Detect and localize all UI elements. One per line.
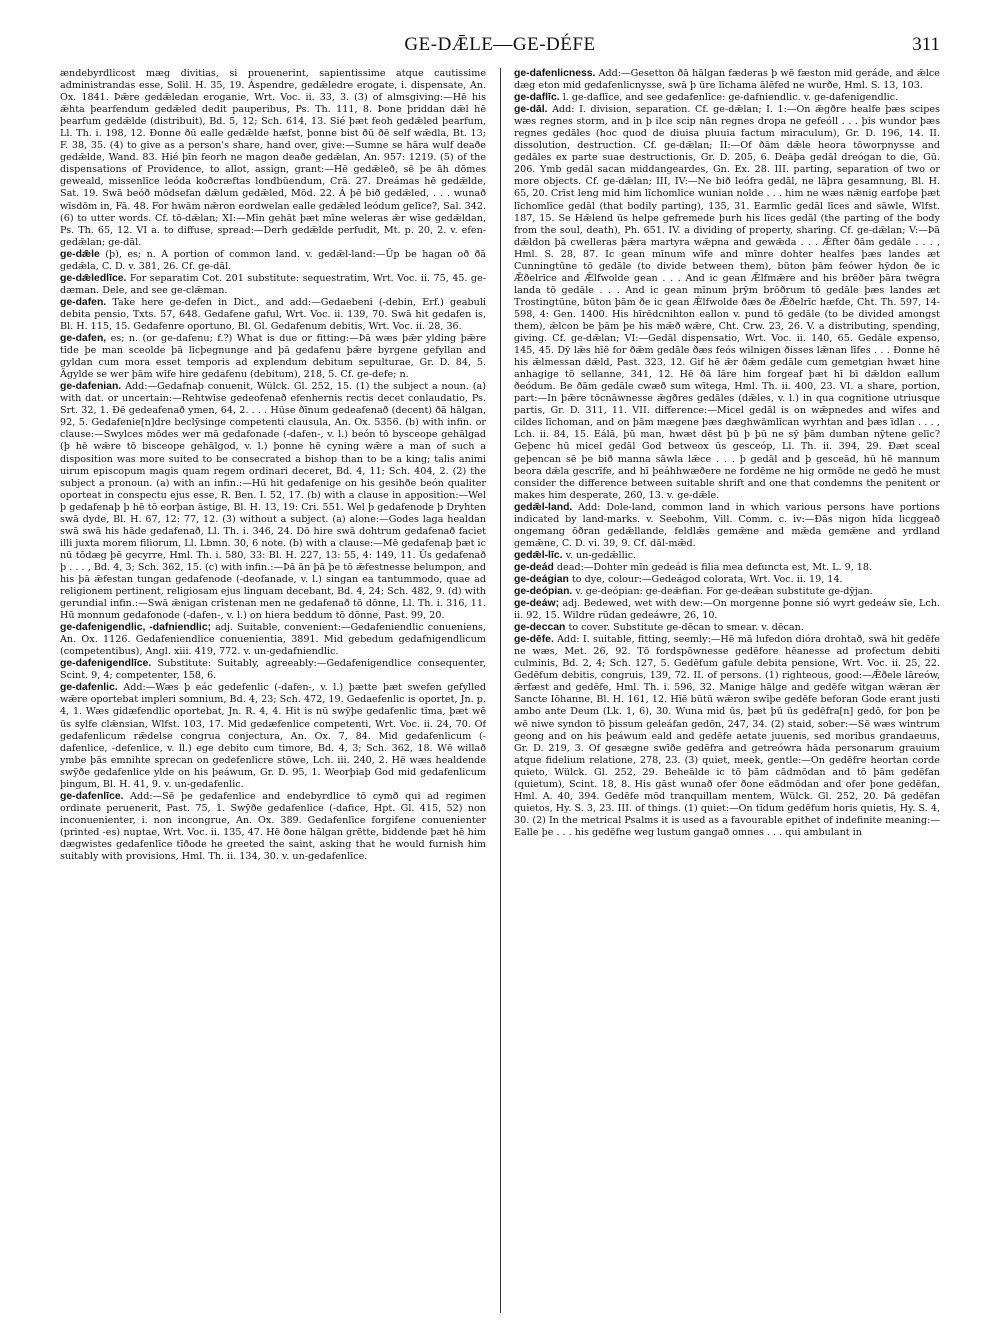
dictionary-entry	[60, 791, 486, 863]
entry-text: Add:—Gesetton ðā hālgan fæderas þ wē fæston mid geráde, and ǣlce dæg eton mid gedafenlicnysse, swā þ ūre līchama ālēfed ne wurðe, Hml. S. 13, 103.	[514, 68, 940, 92]
dictionary-columns	[60, 68, 940, 1313]
entry-text: (þ), es; n. A portion of common land. v. gedǣl-land:—Ūp be hagan oð ðā gedǣla, C. D. v. 381, 26. Cf. ge-dāl.	[60, 248, 486, 272]
dictionary-entry	[514, 104, 940, 502]
entry-headword: ge-deád	[514, 561, 554, 573]
dictionary-entry	[60, 622, 486, 658]
entry-headword: ge-dafenigendlic, -dafniendlic;	[60, 622, 212, 634]
entry-headword: ge-daflīc.	[514, 92, 560, 104]
entry-text: adj. Bedewed, wet with dew:—On morgenne þonne sió wyrt gedeáw sīe, Lch. ii. 92, 15. Wildre rūdan gedeáwre, 26, 10.	[514, 598, 940, 622]
entry-text: Add: I. suitable, fitting, seemly:—Hē mā lufedon dióra drohtað, swā hit gedēfe ne wæs, Met. 26, 92. Tō fordspōwnesse gedēfore hēanesse ad profectum debiti culminis, Bd. 2, 4; Sch. 127, 5. Gedēfum gafule debita pensione, Wrt. Voc. ii. 25, 22. Gedēfum debitis, congruis, 139, 72. II. of persons. (1) righteous, good:—Ǣðele lāreów, ǣrfæst and gedēfe, Hml. Th. i. 596, 32. Manige hālge and gedēfe wītgan wǣran ǣr Sancte Iōhanne, Bl. H. 161, 12. Hīē būtū wǣron swīþe gedēfe beforan Gode erant justi ambo ante Deum (Lk. 1, 6), 30. Wuna mid ūs, þæt þū ūs gedēfra[n] gedō, for þon þe wē niwe syndon tō þissum geleáfan gedōn, 247, 34. (2) staid, sober:—Sē wæs wintrum geong and on his þeáwum eald and gedēfe aetate juuenis, sed moribus grandaeuus, Gr. D. 219, 3. Of gesægne swīðe gedēfra and getreówra hāda personarum grauium atque fidelium relatione, 278, 23. (3) quiet, meek, gentle:—On gedēfre heortan corde quieto, Wülck. Gl. 252, 29. Beheālde ic tō þām cādmōdan and tō þām gedēfan (quietum), Scint. 18, 8. His gāst wunað ofer ðone eādmōdan and ofer þone gedēfan, Hml. A. 40, 394. Gedēfe mōd tranquillam mentem, Wülck. Gl. 252, 20. Þā gedēfan quietos, Hy. S. 3, 23. III. of things. (1) quiet:—On tīdum gedēfum horis quietis, Hy. S. 4, 30. (2) In the metrical Psalms it is used as a favourable epithet of indefinite meaning:—Ealle þe . . . his gedēfne weg lustum gangað omnes . . . qui ambulant in	[514, 634, 940, 838]
entry-headword: ge-dafenlic.	[60, 682, 118, 694]
entry-text: Add: Dole-land, common land in which various persons have portions indicated by land-marks. v. Seebohm, Vill. Comm. c. iv:—Ðās nigon hīda licggeað ongemang ōðran gedǣllande, feldlǣs gemǣne and mǣda gemǣne and yrdland gemǣne, C. D. vi. 39, 9. Cf. dāl-mǣd.	[514, 501, 940, 549]
dictionary-entry	[60, 381, 486, 622]
entry-headword: ge-dǣledlīce.	[60, 272, 127, 284]
dictionary-entry	[60, 249, 486, 273]
dictionary-entry	[514, 550, 940, 562]
dictionary-entry	[514, 598, 940, 622]
dictionary-entry	[514, 634, 940, 839]
right-column	[514, 68, 940, 1313]
entry-headword: ge-deópian.	[514, 586, 573, 598]
entry-headword: ge-deágian	[514, 573, 569, 585]
dictionary-entry	[514, 562, 940, 574]
entry-headword: ge-dēfe.	[514, 634, 554, 646]
entry-text: to cover. Substitute ge-dēcan to smear. v. dēcan.	[568, 622, 804, 634]
dictionary-entry	[514, 68, 940, 92]
running-head: GE-DǢLE—GE-DÉFE	[404, 34, 596, 55]
entry-text: Add:—Sē þe gedafenlice and endebyrdlice tō cymð qui ad regimen ordinate peruenerit, Past. 75, 1. Swȳðe gedafenlice (-dafice, Hpt. Gl. 415, 52) non inconuenienter, i. non incongrue, An. Ox. 389. Gedafenlīce forgifene conuenienter (printed -es) nuptae, Wrt. Voc. ii. 135, 47. Hē ðone hālgan grētte, biddende þæt hē him dægwistes gedafenlīce tīðode he greeted the saint, asking that he would furnish him suitably with provisions, Hml. Th. ii. 134, 30. v. un-gedafenlīce.	[60, 790, 486, 863]
entry-headword: ge-deáw;	[514, 598, 560, 610]
entry-headword: ge-dafenigendlīce.	[60, 658, 152, 670]
dictionary-entry	[60, 682, 486, 790]
column-divider	[500, 68, 501, 1313]
dictionary-entry	[60, 658, 486, 682]
entry-text: Take here ge-defen in Dict., and add:—Gedaebeni (-debin, Erf.) geabuli debita pensio, Txts. 57, 648. Gedafene gaful, Wrt. Voc. ii. 139, 70. Swā hit gedafen is, Bl. H. 115, 15. Gedafenre oportuno, Bl. Gl. Gedafenum debitis, Wrt. Voc. ii. 28, 36.	[60, 296, 486, 332]
entry-headword: ge-dafenlīce.	[60, 790, 124, 802]
entry-text: Substitute: Suitably, agreeably:—Gedafenigendlice consequenter, Scint. 9, 4; competenter, 158, 6.	[60, 658, 486, 682]
dictionary-entry	[60, 333, 486, 381]
entry-text: v. ge-deópian: ge-deǣfian. For ge-deǣan substitute ge-dȳjan.	[575, 586, 873, 598]
entry-headword: gedǣl-līc.	[514, 549, 563, 561]
entry-text: to dye, colour:—Gedeágod colorata, Wrt. Voc. ii. 19, 14.	[571, 573, 843, 585]
entry-headword: ge-dafenian.	[60, 381, 122, 393]
entry-text: Add:—Gedafnaþ conuenit, Wülck. Gl. 252, 15. (1) the subject a noun. (a) with dat. or uncertain:—Rehtwīse gedeofenað efenhernis rectis decet conlaudatio, Ps. Srt. 32, 1. Ðē gedeafenað ymen, 64, 2. . . . Hūse ðīnum gedeafenað (decent) ðā hālgan, 92, 5. Gedafenie[n]dre beclȳsinge competenti clausula, An. Ox. 5356. (b) with infin. or clause:—Swylces mōdes wer mā gedafonade (-dafen-, v. l.) beón tō bysceope gehālgad (þ hē wǣre tō bisceope gehālgod, v. l.) þonne hē cyning wǣre a man of such a disposition was more suited to be consecrated a bishop than to be a king; talis animi uirum episcopum magis quam regem ordinari deceret, Bd. 4, 11; Sch. 404, 2. (2) the subject a pronoun. (a) with an infin.:—Hū hit gedafenige on his gesihðe beón qualiter oporteat in conspectu ejus esse, R. Ben. I. 52, 17. (b) with a clause in apposition:—Wel þ gedafenaþ þ hē tō eorþan āstige, Bl. H. 13, 19: Cri. 551. Wel þ gedafenode þ Dryhten swā dyde, Bl. H. 67, 12: 77, 12. (3) without a subject. (a) alone:—Godes laga healdan swā swā his hāde gedafenað, Ll. Th. i. 346, 24. Dō hire swā dohtrum gedafenað faciet illi juxta morem filiorum, Ll. Lbmn. 30, 6 note. (b) with a clause:—Mē gedafenaþ þæt ic nū tōdæg þē gecyrre, Hml. Th. i. 580, 33: Bl. H. 227, 13: 55, 4: 149, 11. Ūs gedafenað þ . . . , Bd. 4, 3; Sch. 362, 15. (c) with infin.:—Þā ān þā þe tō ǣfestnesse belumpon, and his þā ǣfestan tungan gedafenode (-deofanade, v. l.) singan ea tantummodo, quae ad religionem pertinent, religiosam ejus linguam decebant, Bd. 4, 24; Sch. 482, 9. (d) with gerundial infin.:—Swā ǣnigan crīstenan men ne gedafenað tō dōnne, Ll. Th. i. 316, 11. Hū monnum gedafonode (-dafen-, v. l.) on hiera beddum tō dōnne, Past. 99, 20.	[60, 381, 486, 622]
entry-headword: ge-dafenlicness.	[514, 68, 596, 79]
entry-text: ændebyrdlicost mæg divitias, si prouenerint, sapientissime atque cautissime administrandas esse, Solil. H. 35, 19. Áspendre, gedǣledre erogate, i. dispensate, An. Ox. 1841. Þǣre gedǣledan eroganie, Wrt. Voc. ii. 33, 3. (3) of almsgiving:—Hē his ǣhta þearfendum gedǣled dedit pauperibus, Ps. Th. 111, 8. Þone þriddan dǣl hē þearfum gedǣlde (distribuit), Bd. 5, 12; Sch. 614, 13. Sié þæt feoh gedǣled þearfum, Ll. Th. i. 198, 12. Ðonne ðū ealle gedǣlde hæfst, þonne bist ðū ðē self wǣdla, Bt. 13; F. 38, 35. (4) to give as a person's share, hand over, give:—Sumne se hāra wulf deaðe gedǣlde, Wand. 83. Hié þīn feorh ne magon deaðe gedǣlan, An. 957: 1219. (5) of the dispensations of Providence, to allot, assign, grant:—Hē gedǣleð, sē þe āh dōmes geweald, missenlīce leóda koðcræftas londbūendum, Crā. 27. Dreámas hē gedǣlde, Sat. 19. Swā beóð mōdsefan dǣlum gedǣled, Mōd. 22. Á þē bið gedǣled, . . . wunað wīsdōm in, Fā. 48. For hwām nǣron eordwelan ealle gedǣled leódum gelīce?, Sal. 342. (6) to utter words. Cf. tō-dǣlan; XI:—Mīn gehāt þæt mīne weleras ǣr wīse gedǣldan, Ps. Th. 65, 12. VI a. to diffuse, spread:—Derh gedǣlde perfudit, Mt. p. 20, 2. v. efen-gedǣlan; ge-dāl.	[60, 68, 486, 248]
entry-text: Add:—Wæs þ eác gedefenlic (-dafen-, v. l.) þætte þæt swefen gefylled wǣre oportebat impleri somnium, Bd. 4, 23; Sch. 472, 19. Gedaefenlic is oportet, Jn. p. 4, 1. Wæs gidæfendlic oportebat, Jn. R. 4, 4. Hit is nū swȳþe gedafenlic tīma, þæt wē ūs sylfe clǣnsian, Wlfst. 103, 17. Mid gedæfenlice competenti, Wrt. Voc. ii. 24, 70. Of gedafenlicum rǣdelse congrua conjectura, An. Ox. 7, 84. Mid gedafenlicum (-dafenlice, -defenlice, v. ll.) ege debito cum timore, Bd. 4, 3; Sch. 362, 18. Wē willað ymbe þās emnihte sprecan on gedefenlicre stōwe, Lch. iii. 240, 2. Hē wæs healdende swȳðe gedafenlice ylde on his þeáwum, Gr. D. 95, 1. Weorþiaþ God mid gedafenlicum þingum, Bl. H. 41, 9. v. un-gedafenlic.	[60, 682, 486, 790]
dictionary-entry	[60, 68, 486, 249]
entry-headword: gedǣl-land.	[514, 501, 573, 513]
left-column	[60, 68, 486, 1313]
entry-text: For separatim Cot. 201 substitute: sequestratim, Wrt. Voc. ii. 75, 45. ge-dæman. Dele, and see ge-clǣman.	[60, 272, 486, 296]
entry-headword: ge-deccan	[514, 622, 566, 634]
entry-text: adj. Suitable, convenient:—Gedafeniendlic conueniens, An. Ox. 1126. Gedafeniendlice conuenientia, 3891. Mid gebedum gedafnigendlicum (competentibus), Angl. xiii. 419, 772. v. un-gedafniendlic.	[60, 622, 486, 658]
dictionary-entry	[60, 273, 486, 297]
dictionary-entry	[514, 574, 940, 586]
dictionary-entry	[60, 297, 486, 333]
entry-text: es; n. (or ge-dafenu; f.?) What is due or fitting:—Þā wæs þǣr ylding þǣre tīde þe man sceolde þā līcþegnunge and þā gedafenu þǣre byrgene gefyllan and gyldan cum mora esset temporis ad explendum debitum sepulturae, Gr. D. 84, 5. Āgylde se wer þām wīfe hire gedafenu (debitum), 218, 5. Cf. ge-defe; n.	[60, 333, 486, 381]
entry-headword: ge-dafen,	[60, 333, 107, 345]
entry-text: dead:—Dohter mīn gedeád is filia mea defuncta est, Mt. L. 9, 18.	[556, 561, 873, 573]
page-number: 311	[912, 34, 940, 55]
dictionary-entry	[514, 502, 940, 550]
dictionary-entry	[514, 586, 940, 598]
page-header	[60, 34, 940, 58]
entry-headword: ge-dāl.	[514, 104, 548, 116]
entry-headword: ge-dǣle	[60, 248, 100, 260]
entry-text: v. un-gedǣllic.	[565, 549, 637, 561]
dictionary-entry	[514, 622, 940, 634]
entry-headword: ge-dafen.	[60, 296, 107, 308]
entry-text: l. ge-daflīce, and see gedafenlīce: ge-dafniendlic. v. ge-dafenigendlic.	[562, 92, 899, 104]
dictionary-entry	[514, 92, 940, 104]
entry-text: Add: I. division, separation. Cf. ge-dǣlan; I. 1:—On ǣgðre healfe þæs scipes wæs regnes storm, and in þ ilce scip nān regnes dropa ne gefeóll . . . þis wundor þæs regnes gedāles (hoc quod de diuisa pluuia factum miraculum), Gr. D. 196, 14. II. dissolution, destruction. Cf. ge-dǣlan; II:—Of ðām dǣle heora tōworpnysse and gedāles ex parte suae destructionis, Gr. D. 205, 6. Deāþa gedāl dreógan to die, Gū. 206. Ymb gedāl sacan middangeardes, Gn. Ex. 28. III. parting, separation of two or more objects. Cf. ge-dǣlan; III, IV:—Ne bið leófra gedāl, ne lāþra gesamnung, Bl. H. 65, 20. Crīst leng mid him līchomlice wunian nolde . . . him ne wæs nǣnig earfoþe þæt līchomlīce gedāl (that bodily parting), 135, 31. Earmlīc gedāl līces and sāwle, Wlfst. 187, 15. Se Hǣlend ūs helpe gefremede þurh his līces gedāl (the parting of the body from the soul, death), Ph. 651. IV. a dividing of property, sharing. Cf. ge-dǣlan; V:—Þā dǣldon þā cwelleras þǣra martyra wǣpna and gewǣda . . . Ǣfter ðām gedāle . . . , Hml. S. 28, 87. Ic gean mīnum wīfe and mīnre dohter healfes þæs landes æt Cunningtūne tō gedāle (to divide between them), būton þām feówer hȳdon ðe ic Ǣðelrīce and Ǣlfwolde gean . . . And ic gean Ǣlfmǣre and his brēðer þāra twēgra landa tō gedāle . . . And ic gean mīnum þrȳm brōðrum tō gedāle þæs landes æt Trostingtūne, būton þām ðe ic gean Ǣlfwolde ðæs ðe Ǣðelrīc hæfde, Cht. Th. 597, 14-598, 4: Gen. 1400. His hīrēdcnihton eallon v. pund tō gedāle (to be divided amongst them), ǣlcon be þām þe hīs mǣð wǣre, Cht. Crw. 23, 26. V. a distributing, spending, giving. Cf. ge-dǣlan; VI:—Gedāl dispensatio, Wrt. Voc. ii. 140, 65. Gedāle expenso, 145, 45. Dȳ lǣs hīē for ðǣm gedāle ðæs feós wilnigen ðisses lǣnan līfes . . . Ðonne hē his ǣlmessan dǣld, Past. 323, 12. Gif hē ǣr ðǣm gedāle cum gemetgian hwæt hine anhagige tō sellanne, 341, 12. Hē ðā lāre him forgeaf þæt hī bī dǣldon eallum ðeódum. Be ðām gedāle cwæð sum wītega, Hml. Th. ii. 400, 23. VI. a share, portion, part:—In þǣre tōcnāwnesse ǣgðres gedāles (dǣles, v. l.) in qua cognitione utriusque partis, Gr. D. 311, 11. VII. difference:—Micel gedāl is on wǣpnedes and wīfes and cildes līchoman, and on þām mægene þæs dæghwāmlīcan wyrhtan and þæs īdlan . . . , Lch. ii. 84, 15. Eálā, þū man, hwæt dēst þū þ þū ne sȳ þām dumban nȳtene gelīc? Geþenc hū micel gedāl God betweox ūs gesceóp, Ll. Th. ii. 394, 29. Ðæt sceal geþencan sē þe bið manna sāwla lǣce . . . þ gedāl and þ gesceād, hū hē mannum beora dǣla gescrīfe, and hī þeáhhwæðere ne fordēme ne hig ormōde ne gedō he must consider the difference between suitable shrift and one that condemns the penitent or makes him desperate, 260, 13. v. ge-dǣle.	[514, 104, 940, 501]
